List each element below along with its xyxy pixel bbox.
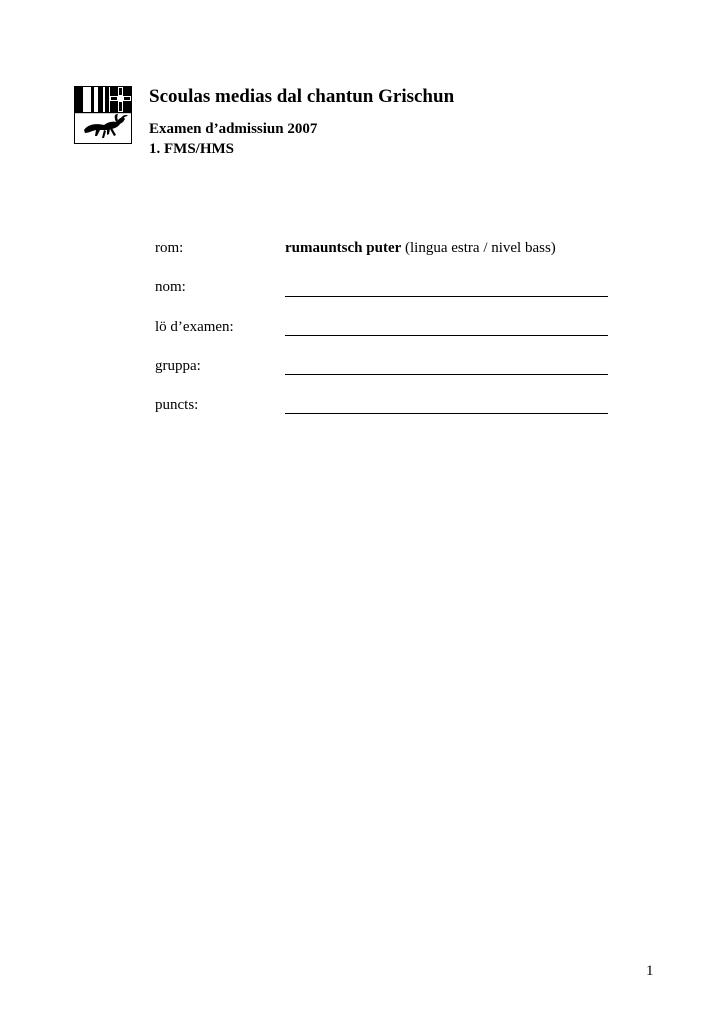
subject-value (285, 240, 556, 257)
group-label: gruppa: (155, 358, 201, 374)
subject-label: rom: (155, 240, 184, 256)
page-number: 1 (646, 963, 654, 979)
points-label: puncts: (155, 397, 199, 413)
name-label: nom: (155, 279, 186, 295)
name-line[interactable] (285, 296, 608, 297)
subject-detail: (lingua estra / nivel bass) (401, 240, 556, 256)
points-line[interactable] (285, 413, 608, 414)
school-title: Scoulas medias dal chantun Grischun (149, 86, 455, 107)
exam-level: 1. FMS/HMS (149, 141, 234, 157)
exam-location-line[interactable] (285, 335, 608, 336)
exam-title: Examen d’admissiun 2007 (149, 121, 318, 137)
canton-crest-icon (74, 86, 132, 144)
subject-language: rumauntsch puter (285, 240, 402, 256)
exam-location-label: lö d’examen: (155, 319, 234, 335)
group-line[interactable] (285, 374, 608, 375)
